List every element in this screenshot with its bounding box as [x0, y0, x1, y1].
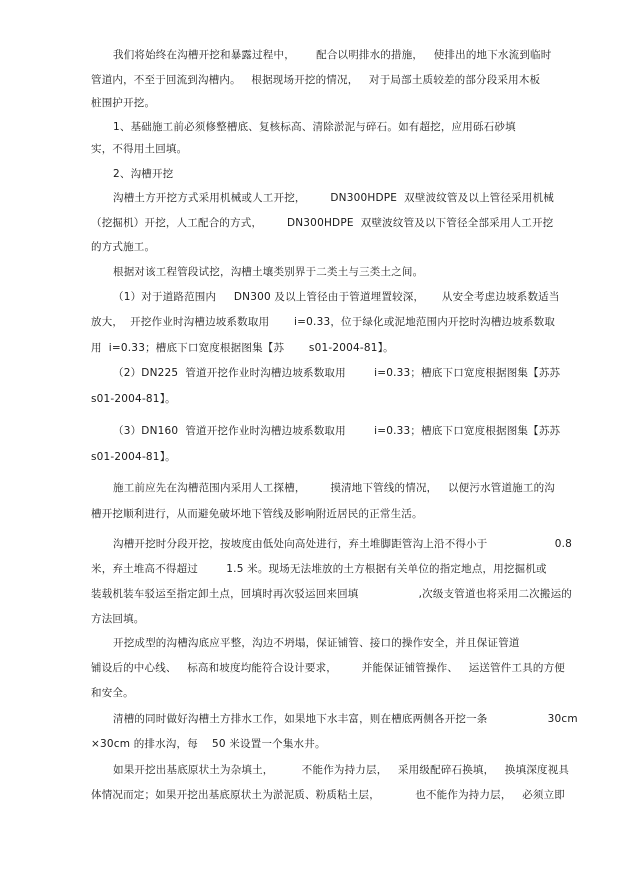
text-line: 开挖成型的沟槽沟底应平整，沟边不坍塌，保证铺管、接口的操作安全，并且保证管道: [113, 637, 520, 649]
text-line: 装载机装车驳运至指定卸土点，回填时再次驳运回来回填 ,次级支管道也将采用二次搬运的: [91, 588, 572, 600]
text-line: 根据对该工程管段试挖，沟槽土壤类别界于二类土与三类土之间。: [113, 266, 424, 278]
text-line: 沟槽开挖时分段开挖，按坡度由低处向高处进行，弃土堆脚距管沟上沿不得小于 0.8: [113, 538, 573, 550]
text-line: 的方式施工。: [91, 241, 156, 253]
text-line: 和安全。: [91, 687, 134, 699]
text-line: 如果开挖出基底原状土为杂填土， 不能作为持力层， 采用级配碎石换填， 换填深度视具: [113, 764, 570, 776]
text-line: s01-2004-81】。: [91, 393, 176, 405]
text-line: （3）DN160 管道开挖作业时沟槽边坡系数取用 i=0.33；槽底下口宽度根据图集【苏苏: [113, 425, 561, 437]
text-line: 清槽的同时做好沟槽土方排水工作，如果地下水丰富，则在槽底两侧各开挖一条 30cm: [113, 713, 578, 725]
text-line: 方法回填。: [91, 613, 145, 625]
text-line: 施工前应先在沟槽范围内采用人工探槽， 摸清地下管线的情况， 以便污水管道施工的沟: [113, 482, 555, 494]
text-line: 槽开挖顺利进行，从而避免破坏地下管线及影响附近居民的正常生活。: [91, 508, 423, 520]
text-line: 1、基础施工前必须修整槽底、复核标高、清除淤泥与碎石。如有超挖，应用砾石砂填: [113, 121, 516, 133]
text-line: 米，弃土堆高不得超过 1.5 米。现场无法堆放的土方根据有关单位的指定地点，用挖掘机或: [91, 563, 547, 575]
text-line: （1）对于道路范围内 DN300 及以上管径由于管道埋置较深， 从安全考虑边坡系数适当: [113, 291, 560, 303]
text-line: 用 i=0.33；槽底下口宽度根据图集【苏 s01-2004-81】。: [91, 342, 394, 354]
section-heading: 2、沟槽开挖: [113, 168, 174, 180]
text-line: 桩围护开挖。: [91, 97, 156, 109]
text-line: 实，不得用土回填。: [91, 143, 188, 155]
text-line: 沟槽土方开挖方式采用机械或人工开挖， DN300HDPE 双壁波纹管及以上管径采用机械: [113, 192, 554, 204]
text-line: 我们将始终在沟槽开挖和暴露过程中， 配合以明排水的措施， 使排出的地下水流到临时: [113, 49, 552, 61]
text-line: （挖掘机）开挖，人工配合的方式， DN300HDPE 双壁波纹管及以下管径全部采用人工开挖: [91, 217, 554, 229]
text-line: 管道内，不至于回流到沟槽内。 根据现场开挖的情况， 对于局部土质较差的部分段采用木板: [91, 74, 541, 86]
text-line: 放大， 开挖作业时沟槽边坡系数取用 i=0.33，位于绿化或泥地范围内开挖时沟槽边坡系数取: [91, 316, 556, 328]
text-line: 体情况而定；如果开挖出基底原状土为淤泥质、粉质粘土层， 也不能作为持力层， 必须立即: [91, 789, 565, 801]
text-line: s01-2004-81】。: [91, 451, 176, 463]
text-line: （2）DN225 管道开挖作业时沟槽边坡系数取用 i=0.33；槽底下口宽度根据图集【苏苏: [113, 367, 561, 379]
text-line: ×30cm 的排水沟，每 50 米设置一个集水井。: [91, 738, 326, 750]
text-line: 铺设后的中心线、 标高和坡度均能符合设计要求， 并能保证铺管操作、 运送管件工具的方便: [91, 662, 565, 674]
